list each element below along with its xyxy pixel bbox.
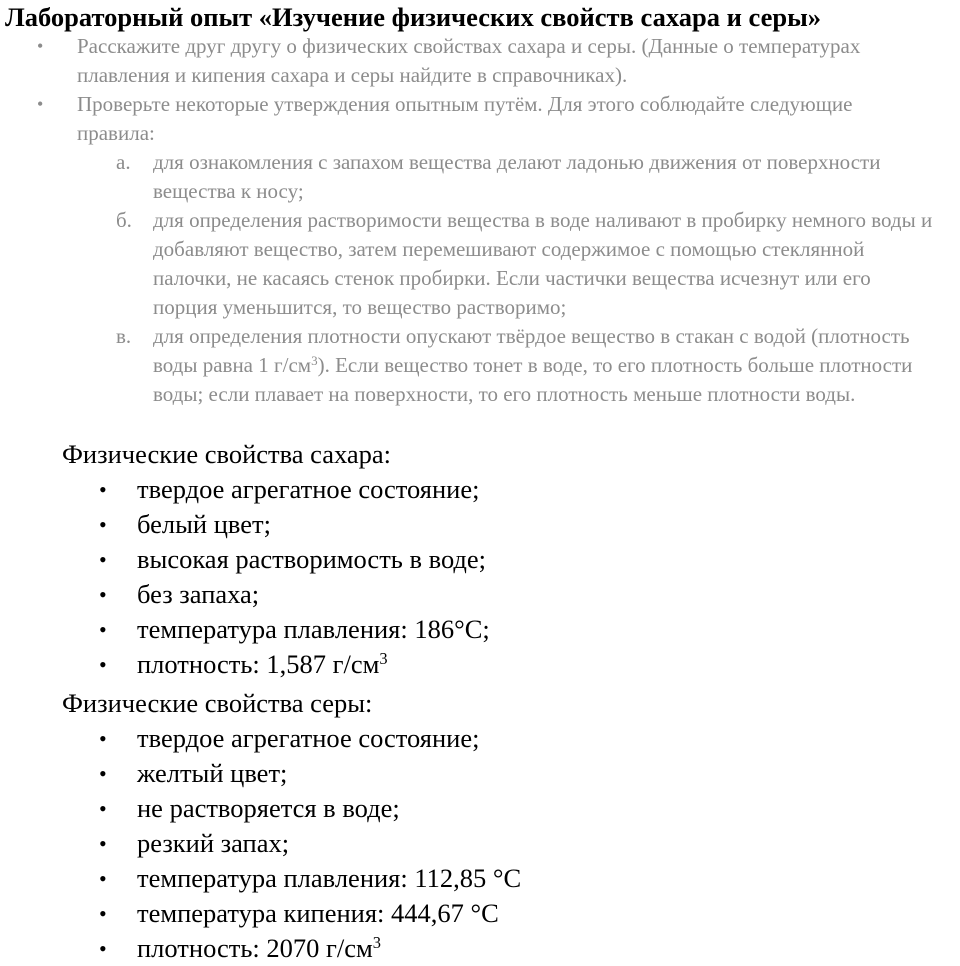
bullet-icon: •	[99, 547, 107, 572]
bullet-icon: •	[99, 477, 107, 502]
bullet-icon: •	[99, 726, 107, 751]
list-item: • без запаха;	[0, 577, 960, 612]
superscript: 3	[311, 353, 318, 369]
bullet-icon: •	[99, 936, 107, 961]
rule-marker: в.	[116, 324, 132, 348]
rule-text-part: ). Если вещество тонет в воде, то его плотность больше плотности воды; если плавает на поверхности, то его плотность меньше плотности воды.	[153, 353, 913, 406]
rule-item-b	[0, 206, 933, 322]
instruction-text: Расскажите друг другу о физических свойствах сахара и серы. (Данные о температурах плавления и кипения сахара и серы найдите в справочниках).	[77, 34, 861, 87]
list-item: • белый цвет;	[0, 507, 960, 542]
bullet-icon: •	[99, 652, 107, 677]
rule-item-v	[0, 322, 933, 409]
list-item: • твердое агрегатное состояние;	[0, 721, 960, 756]
rule-marker: б.	[116, 208, 132, 232]
page-title: Лабораторный опыт «Изучение физических свойств сахара и серы»	[5, 2, 822, 32]
instructions-block	[0, 32, 960, 409]
list-item: • твердое агрегатное состояние;	[0, 472, 960, 507]
list-item: • температура плавления: 186°С;	[0, 612, 960, 647]
superscript: 3	[372, 933, 382, 953]
sulfur-properties-section	[0, 686, 960, 966]
rule-text: для ознакомления с запахом вещества делают ладонью движения от поверхности вещества к носу;	[153, 150, 881, 203]
bullet-icon: •	[37, 36, 44, 56]
rule-text: для определения растворимости вещества в воде наливают в пробирку немного воды и добавляют вещество, затем перемешивают содержимое с помощью стеклянной палочки, не касаясь стенок пробирки. Если частички вещества исчезнут или его порция уменьшится, то вещество растворимо;	[153, 208, 933, 319]
instruction-bullet-2	[0, 90, 927, 148]
sugar-properties-section	[0, 437, 960, 682]
superscript: 3	[379, 649, 388, 669]
list-item: • температура плавления: 112,85 °С	[0, 861, 960, 896]
bullet-icon: •	[99, 831, 107, 856]
list-item: • плотность: 1,587 $г/см^3$	[0, 647, 960, 682]
sulfur-heading: Физические свойства серы:	[62, 688, 373, 718]
list-item: • не растворяется в воде;	[0, 791, 960, 826]
bullet-icon: •	[99, 617, 107, 642]
list-item: • температура кипения: 444,67 °С	[0, 896, 960, 931]
bullet-icon: •	[37, 94, 44, 114]
rule-text	[153, 324, 912, 406]
bullet-icon: •	[99, 761, 107, 786]
rule-marker: а.	[116, 150, 131, 174]
list-item: • желтый цвет;	[0, 756, 960, 791]
list-item: • плотность: 2070 $г/см^3$	[0, 931, 960, 966]
instruction-bullet-1	[0, 32, 927, 90]
sugar-heading: Физические свойства сахара:	[62, 439, 392, 469]
bullet-icon: •	[99, 582, 107, 607]
bullet-icon: •	[99, 512, 107, 537]
bullet-icon: •	[99, 866, 107, 891]
list-item: • высокая растворимость в воде;	[0, 542, 960, 577]
list-item: • резкий запах;	[0, 826, 960, 861]
rule-text-part: для определения плотности опускают твёрдое вещество в стакан с водой (плотность воды равна 1 г/см	[153, 324, 910, 377]
instruction-text: Проверьте некоторые утверждения опытным путём. Для этого соблюдайте следующие правила:	[77, 92, 853, 145]
bullet-icon: •	[99, 796, 107, 821]
rule-item-a	[0, 148, 933, 206]
bullet-icon: •	[99, 901, 107, 926]
